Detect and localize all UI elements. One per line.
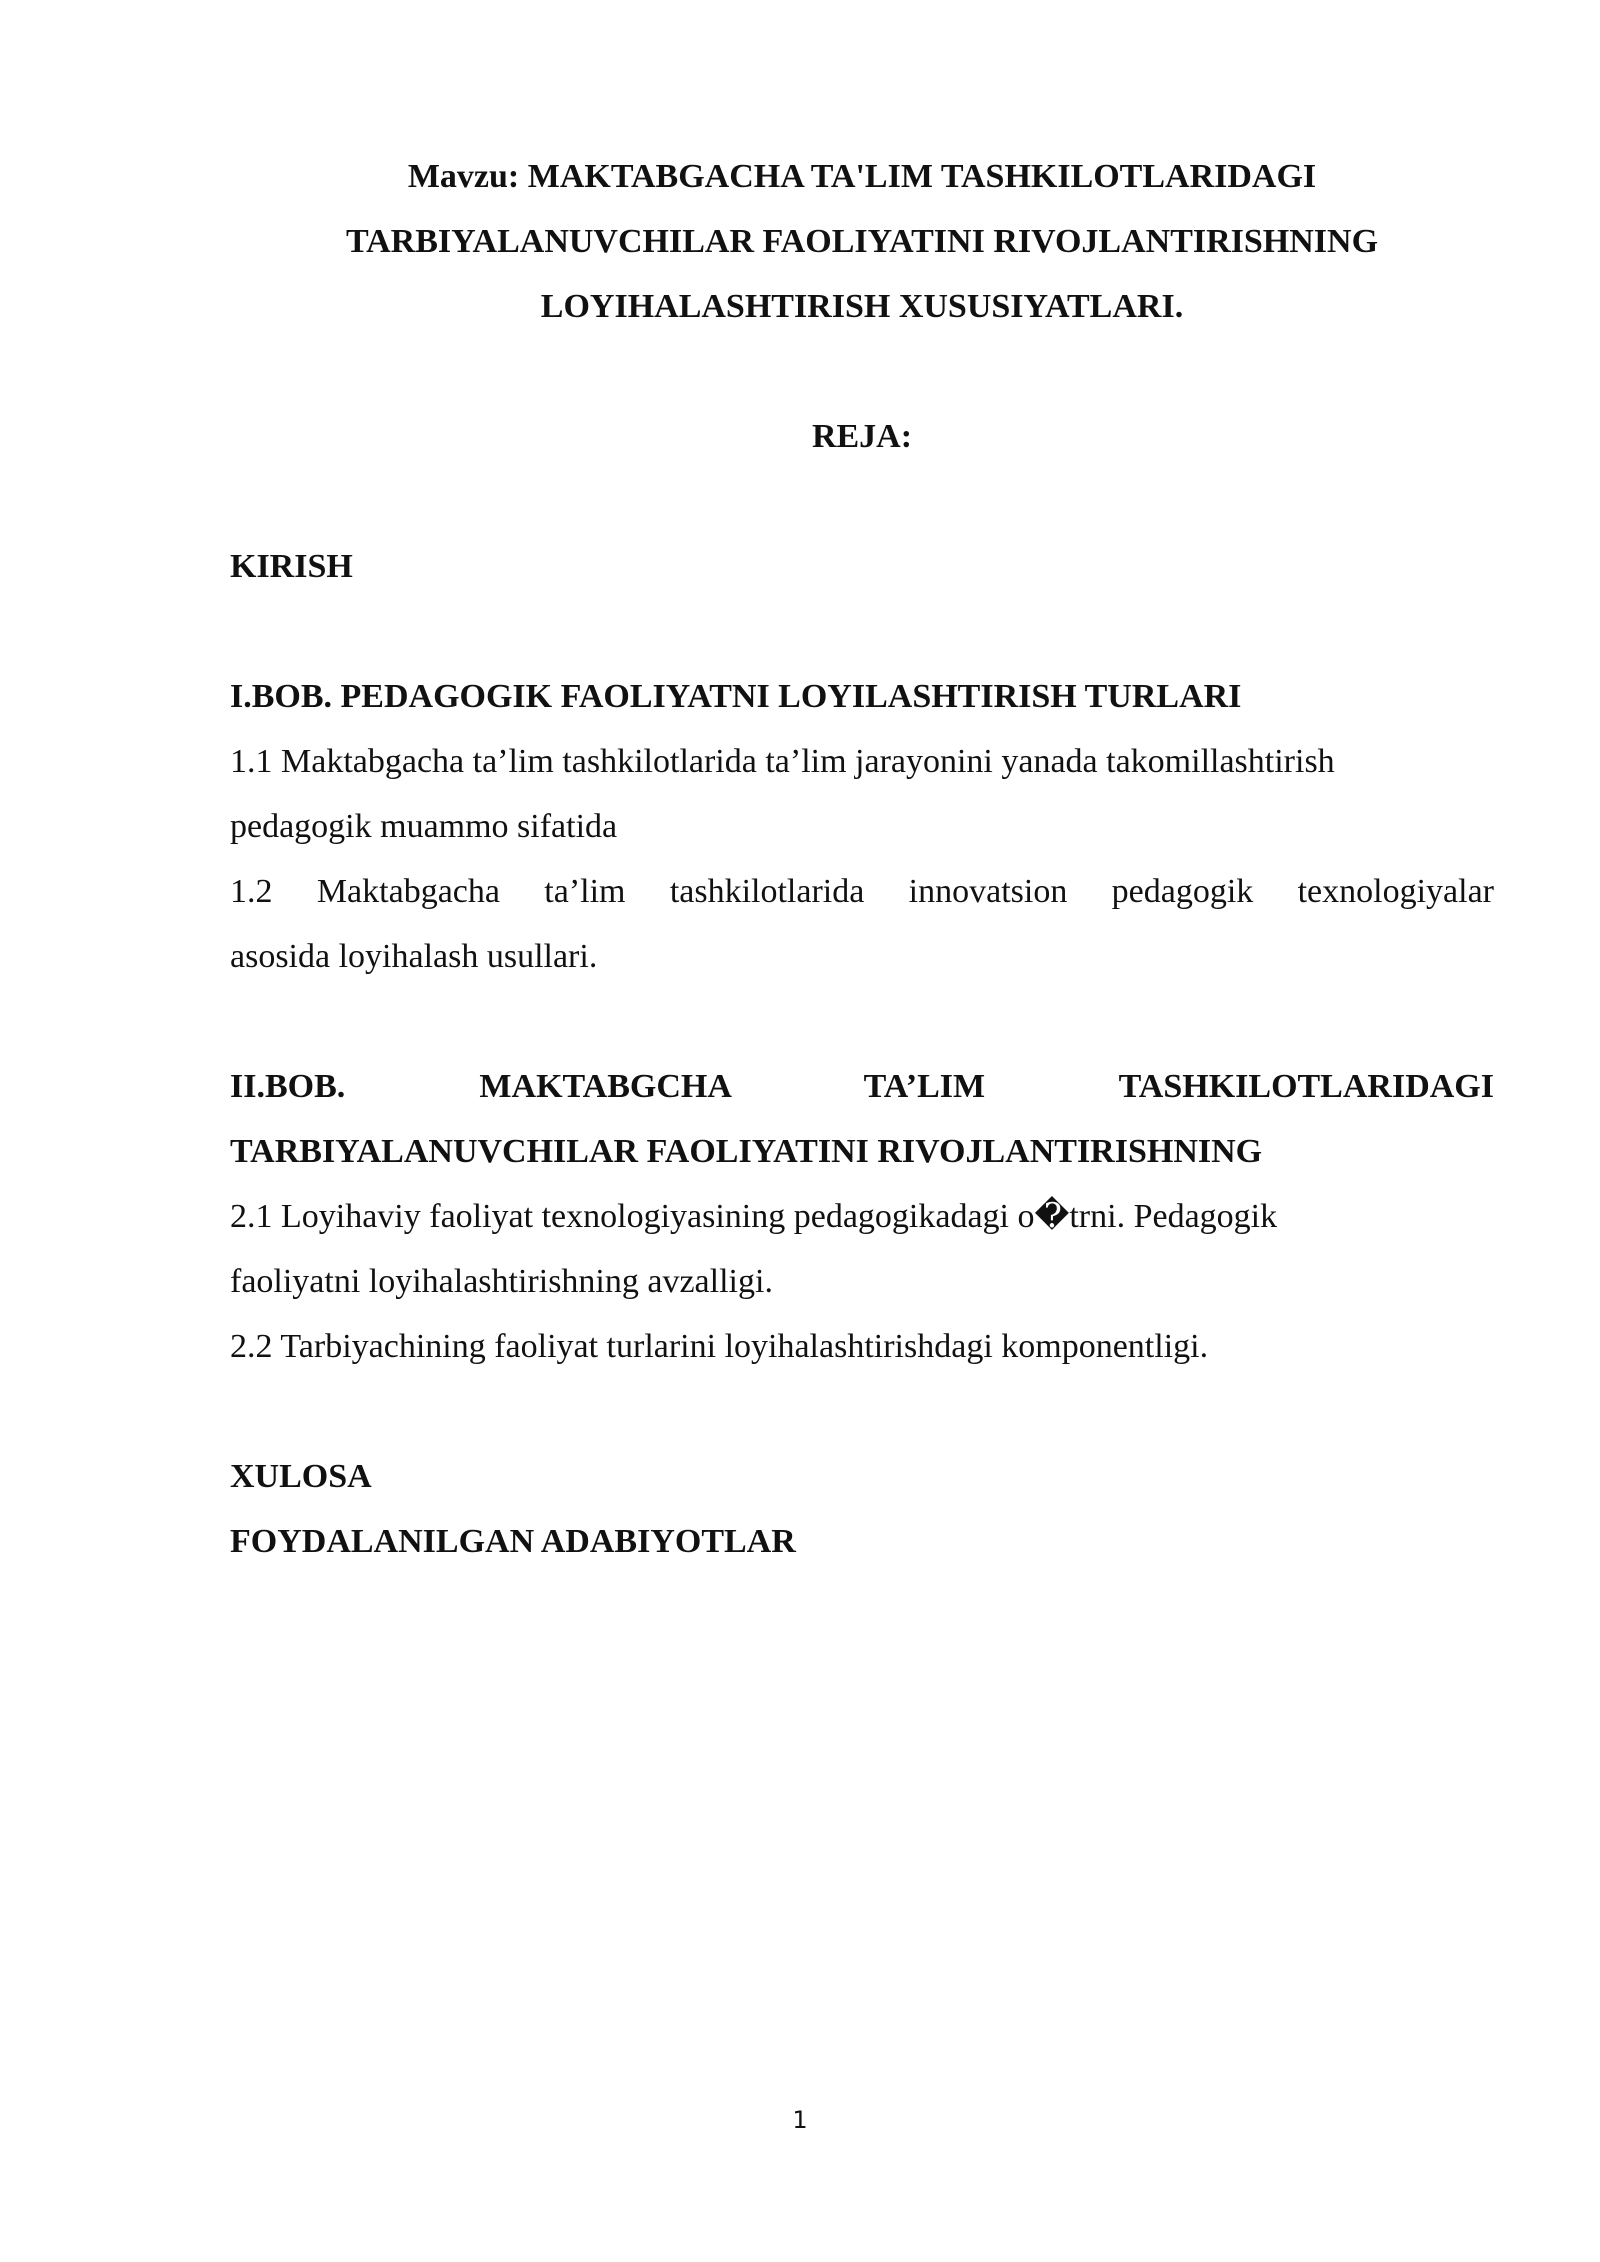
chapter-2-item-1-line-2: faoliyatni loyihalashtirishning avzalligi.	[230, 1263, 773, 1300]
title-line-1: Mavzu: MAKTABGACHA TA'LIM TASHKILOTLARIDAGI	[407, 158, 1317, 195]
references-heading: FOYDALANILGAN ADABIYOTLAR	[230, 1523, 796, 1560]
plan-heading: REJA:	[811, 418, 913, 455]
chapter-1-item-1-line-1: 1.1 Maktabgacha ta’lim tashkilotlarida ta’lim jarayonini yanada takomillashtirish	[230, 743, 1335, 780]
chapter-1	[230, 664, 1494, 989]
document-content	[230, 144, 1494, 1574]
chapter-1-item-1-line-2: pedagogik muammo sifatida	[230, 808, 618, 845]
chapter-1-item-2-line-2: asosida loyihalash usullari.	[230, 938, 598, 975]
title-line-2: TARBIYALANUVCHILAR FAOLIYATINI RIVOJLANTIRISHNING	[345, 223, 1379, 260]
page-number: 1	[792, 2106, 808, 2134]
chapter-2-heading-line-2: TARBIYALANUVCHILAR FAOLIYATINI RIVOJLANTIRISHNING	[230, 1133, 1263, 1170]
document-title	[230, 144, 1494, 339]
chapter-1-heading: I.BOB. PEDAGOGIK FAOLIYATNI LOYILASHTIRISH TURLARI	[230, 678, 1242, 715]
title-line-3: LOYIHALASHTIRISH XUSUSIYATLARI.	[540, 288, 1184, 325]
chapter-2-item-1-line-1: 2.1 Loyihaviy faoliyat texnologiyasining pedagogikadagi o�trni. Pedagogik	[230, 1198, 1278, 1235]
intro-heading: KIRISH	[230, 548, 353, 585]
chapter-2-heading-line-1: II.BOB. MAKTABGCHA TA’LIM TASHKILOTLARIDAGI	[230, 1068, 1494, 1105]
conclusion-heading: XULOSA	[230, 1458, 372, 1495]
chapter-2-item-2: 2.2 Tarbiyachining faoliyat turlarini loyihalashtirishdagi komponentligi.	[230, 1328, 1209, 1365]
chapter-2	[230, 1054, 1494, 1379]
chapter-1-item-2-line-1: 1.2 Maktabgacha ta’lim tashkilotlarida innovatsion pedagogik texnologiyalar	[230, 873, 1494, 910]
